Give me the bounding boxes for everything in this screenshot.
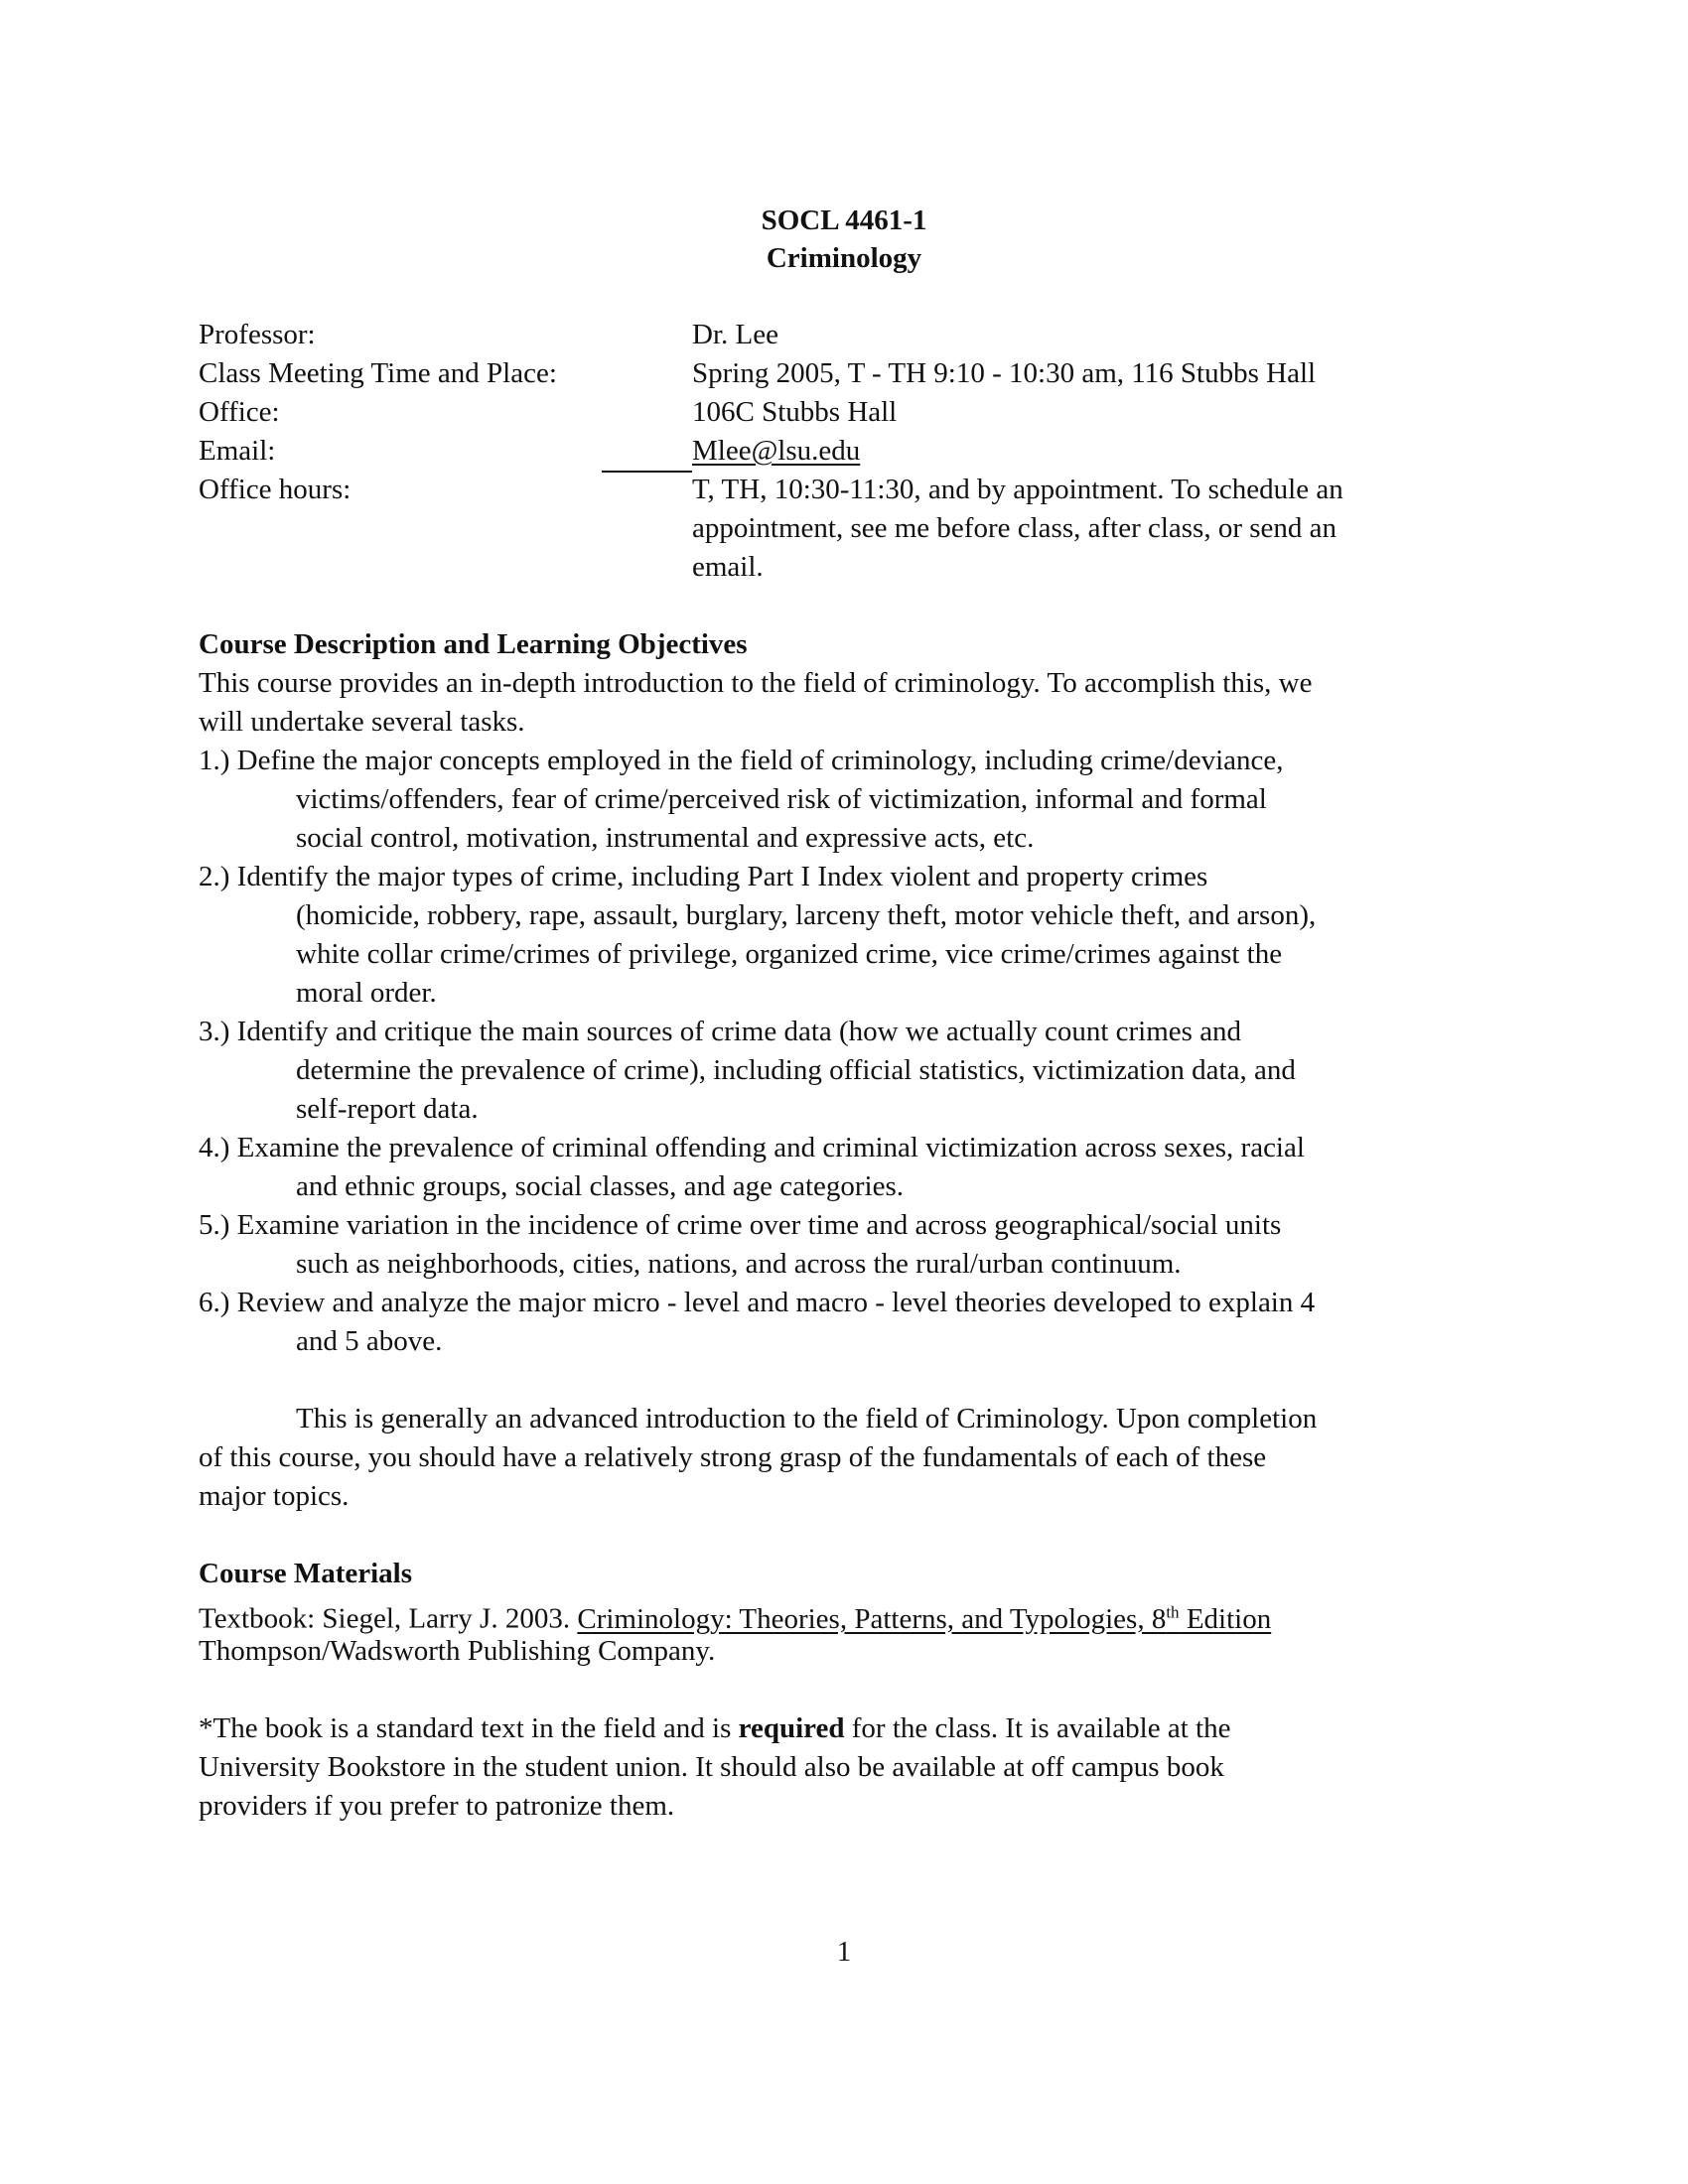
- office-value: 106C Stubbs Hall: [692, 396, 898, 428]
- objective-continuation: and ethnic groups, social classes, and age categories.: [296, 1170, 905, 1202]
- objective-continuation: moral order.: [296, 977, 437, 1009]
- office-hours-label: Office hours:: [199, 474, 352, 505]
- objective-item-3: [199, 1013, 1489, 1129]
- objective-continuation: victims/offenders, fear of crime/perceived risk of victimization, informal and formal: [296, 783, 1267, 815]
- office-hours-line: appointment, see me before class, after class, or send an: [692, 512, 1337, 544]
- objective-continuation: self-report data.: [296, 1093, 479, 1125]
- objective-item-6: [199, 1284, 1489, 1361]
- summary-line: of this course, you should have a relatively strong grasp of the fundamentals of each of these: [199, 1441, 1267, 1473]
- professor-value: Dr. Lee: [692, 319, 778, 350]
- office-label: Office:: [199, 396, 280, 428]
- meeting-value: Spring 2005, T - TH 9:10 - 10:30 am, 116 Stubbs Hall: [692, 357, 1317, 389]
- description-intro-line: will undertake several tasks.: [199, 706, 525, 738]
- objective-first-line: 2.) Identify the major types of crime, including Part I Index violent and property crimes: [199, 861, 1208, 892]
- email-underline-rule: [602, 471, 692, 473]
- textbook-sup: th: [1166, 1602, 1180, 1621]
- course-name: Criminology: [766, 242, 922, 274]
- email-label: Email:: [199, 435, 276, 467]
- objective-continuation: determine the prevalence of crime), including official statistics, victimization data, and: [296, 1054, 1296, 1086]
- note-line: University Bookstore in the student union. It should also be available at off campus book: [199, 1751, 1224, 1783]
- objective-continuation: social control, motivation, instrumental and expressive acts, etc.: [296, 822, 1035, 854]
- objective-first-line: 6.) Review and analyze the major micro - level and macro - level theories developed to explain 4: [199, 1287, 1316, 1318]
- objective-continuation: (homicide, robbery, rape, assault, burglary, larceny theft, motor vehicle theft, and arson),: [296, 899, 1317, 931]
- textbook-title: Criminology: Theories, Patterns, and Typologies, 8th Edition: [577, 1602, 1272, 1635]
- page-number: 1: [836, 1936, 852, 1968]
- objective-first-line: 1.) Define the major concepts employed in the field of criminology, including crime/deviance,: [199, 745, 1284, 776]
- office-hours-line: T, TH, 10:30-11:30, and by appointment. To schedule an: [692, 474, 1343, 505]
- summary-line: major topics.: [199, 1480, 350, 1512]
- textbook-prefix: Textbook: Siegel, Larry J. 2003.: [199, 1602, 578, 1635]
- meeting-label: Class Meeting Time and Place:: [199, 357, 557, 389]
- office-hours-line: email.: [692, 551, 764, 583]
- summary-line: This is generally an advanced introduction to the field of Criminology. Upon completion: [296, 1403, 1318, 1434]
- description-intro-line: This course provides an in-depth introduction to the field of criminology. To accomplish this, we: [199, 667, 1313, 699]
- objective-item-1: [199, 742, 1489, 858]
- objective-first-line: 5.) Examine variation in the incidence of crime over time and across geographical/social units: [199, 1209, 1282, 1241]
- objective-item-2: [199, 858, 1489, 1013]
- textbook-line: [199, 1593, 1271, 1638]
- objective-first-line: 4.) Examine the prevalence of criminal offending and criminal victimization across sexes, racial: [199, 1132, 1305, 1163]
- materials-heading: Course Materials: [199, 1558, 413, 1589]
- objective-continuation: and 5 above.: [296, 1325, 443, 1357]
- objective-item-5: [199, 1206, 1489, 1284]
- objective-item-4: [199, 1129, 1489, 1206]
- publisher-line: Thompson/Wadsworth Publishing Company.: [199, 1635, 716, 1667]
- note-line: *The book is a standard text in the field and is required for the class. It is available at the: [199, 1712, 1231, 1744]
- objective-continuation: such as neighborhoods, cities, nations, and across the rural/urban continuum.: [296, 1248, 1182, 1280]
- required-emphasis: required: [738, 1712, 845, 1744]
- objective-continuation: white collar crime/crimes of privilege, organized crime, vice crime/crimes against the: [296, 938, 1283, 970]
- email-link[interactable]: Mlee@lsu.edu: [692, 435, 861, 467]
- professor-label: Professor:: [199, 319, 316, 350]
- course-code: SOCL 4461-1: [761, 205, 927, 236]
- objective-first-line: 3.) Identify and critique the main sources of crime data (how we actually count crimes and: [199, 1016, 1242, 1047]
- description-heading: Course Description and Learning Objectives: [199, 628, 748, 660]
- note-line: providers if you prefer to patronize them.: [199, 1790, 675, 1822]
